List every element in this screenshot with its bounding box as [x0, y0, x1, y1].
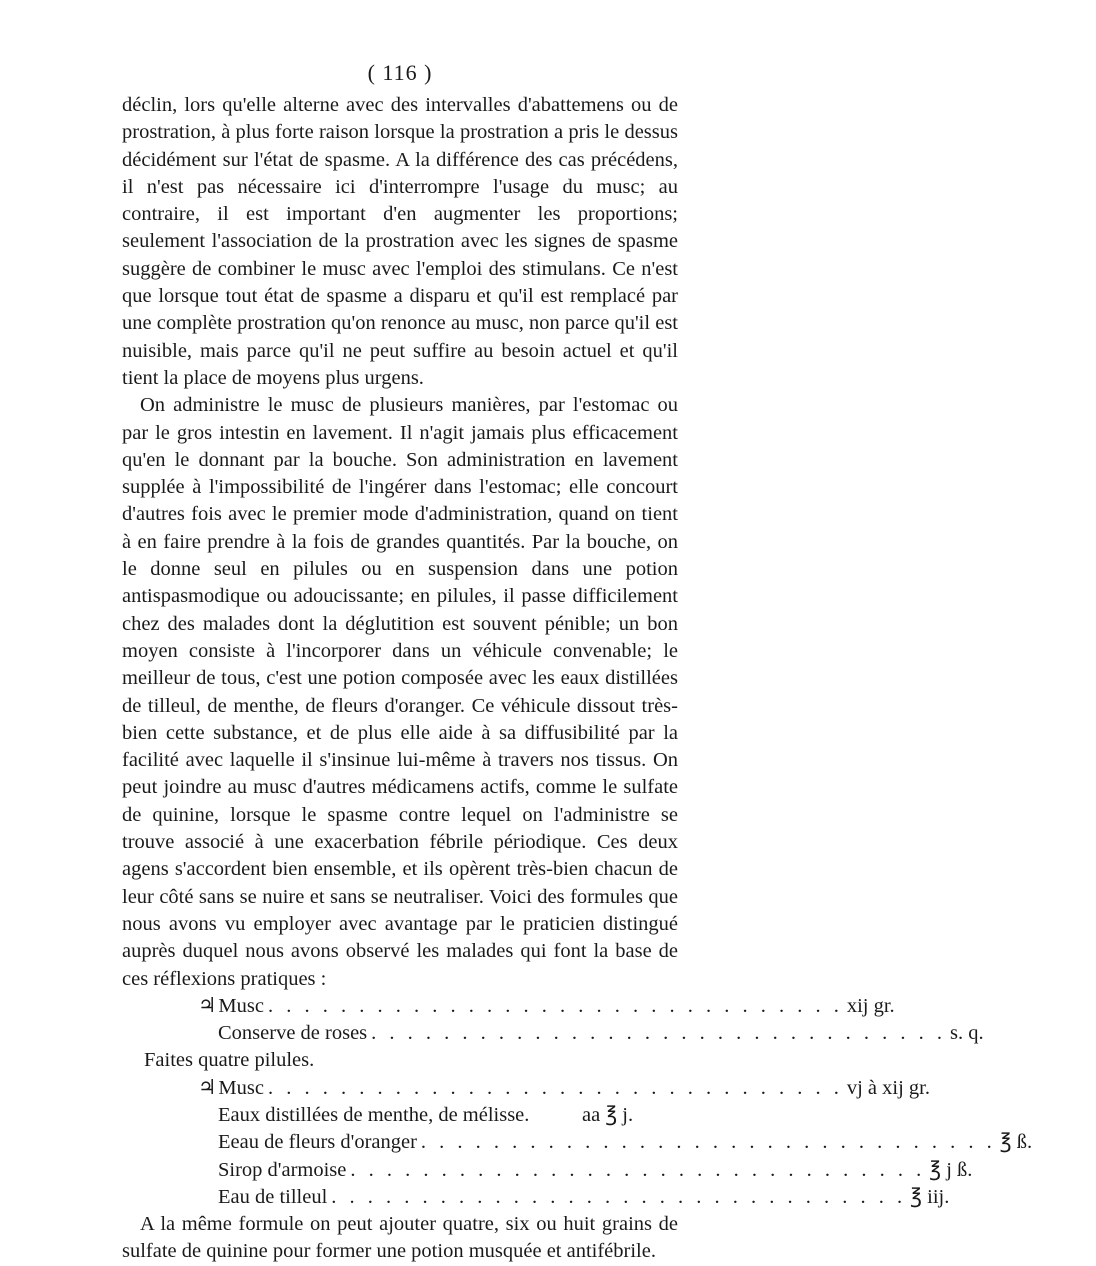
- formula-2-line-2: [122, 1102, 678, 1129]
- ingredient-dose: ℥ j ß.: [929, 1158, 973, 1181]
- dot-leader: . . . . . . . . . . . . . . . . . . . . . . . . . . . . . . . .: [371, 1022, 947, 1045]
- ingredient-dose: ℥ ß.: [999, 1131, 1033, 1154]
- ingredient-dose: ℥ iij.: [910, 1185, 950, 1208]
- formula-1-line-1: [122, 993, 895, 1020]
- ingredient-dose: s. q.: [950, 1022, 984, 1045]
- page-number: ( 116 ): [367, 60, 433, 85]
- ingredient-name: Eau de tilleul: [218, 1185, 328, 1208]
- recipe-symbol-icon: ♃: [198, 994, 217, 1017]
- body-text: [122, 92, 1033, 1266]
- formula-2: [122, 1075, 1033, 1211]
- ingredient-name: Musc: [218, 1076, 264, 1099]
- ingredient-dose: vj à xij gr.: [846, 1076, 930, 1099]
- ingredient-name: Conserve de roses: [218, 1022, 368, 1045]
- dot-leader: . . . . . . . . . . . . . . . . . . . . . . . . . . . . . . . .: [420, 1131, 996, 1154]
- closing-paragraph: A la même formule on peut ajouter quatre, six ou huit grains de sulfate de quinine pour former une potion musquée et antifébrile.: [122, 1213, 678, 1263]
- formula-2-line-1: [122, 1075, 930, 1102]
- dot-leader: . . . . . . . . . . . . . . . . . . . . . . . . . . . . . . . .: [267, 1076, 843, 1099]
- ingredient-name: Eaux distillées de menthe, de mélisse.: [218, 1103, 530, 1126]
- formula-2-line-5: [122, 1184, 950, 1211]
- recipe-symbol-icon: ♃: [198, 1076, 217, 1099]
- formula-2-line-3: [122, 1129, 1033, 1156]
- ingredient-dose: xij gr.: [846, 994, 895, 1017]
- dot-leader: . . . . . . . . . . . . . . . . . . . . . . . . . . . . . . . .: [267, 994, 843, 1017]
- paragraph-1: déclin, lors qu'elle alterne avec des intervalles d'abattemens ou de prostration, à plus forte raison lorsque la prostration a pris le dessus décidément sur l'état de spasme. A la différence des cas précédens, il n'est pas nécessaire ici d'interrompre l'usage du musc; au contraire, il est important d'en augmenter les proportions; seulement l'association de la prostration avec les signes de spasme suggère de combiner le musc avec l'emploi des stimulans. Ce n'est que lorsque tout état de spasme a disparu et qu'il est remplacé par une complète prostration qu'on renonce au musc, non parce qu'il est nuisible, mais parce qu'il ne peut suffire au besoin actuel et qu'il tient la place de moyens plus urgens.: [122, 94, 678, 389]
- formula-1-instruction: Faites quatre pilules.: [144, 1049, 315, 1072]
- ingredient-dose: aa ℥ j.: [582, 1103, 634, 1126]
- formula-1-line-2: [122, 1020, 984, 1047]
- ingredient-name: Musc: [218, 994, 264, 1017]
- paragraph-2: On administre le musc de plusieurs manières, par l'estomac ou par le gros intestin en lavement. Il n'agit jamais plus efficacement qu'en le donnant par la bouche. Son administration en lavement supplée à l'impossibilité de l'ingérer dans l'estomac; elle concourt d'autres fois avec le premier mode d'administration, quand on tient à en faire prendre à la fois de grandes quantités. Par la bouche, on le donne seul en pilules ou en suspension dans une potion antispasmodique ou adoucissante; en pilules, il passe difficilement chez des malades dont la déglutition est souvent pénible; un bon moyen consiste à l'incorporer dans un véhicule convenable; le meilleur de tous, c'est une potion composée avec les eaux distillées de tilleul, de menthe, de fleurs d'oranger. Ce véhicule dissout très-bien cette substance, et de plus elle aide à sa diffusibilité par la facilité avec laquelle il s'insinue lui-même à travers nos tissus. On peut joindre au musc d'autres médicamens actifs, comme le sulfate de quinine, lorsque le spasme contre lequel on l'administre se trouve associé à une exacerbation fébrile périodique. Ces deux agens s'accordent bien ensemble, et ils opèrent très-bien chacun de leur côté sans se nuire et sans se neutraliser. Voici des formules que nous avons vu employer avec avantage par le praticien distingué auprès duquel nous avons observé les malades qui font la base de ces réflexions pratiques :: [122, 394, 678, 990]
- dot-leader: . . . . . . . . . . . . . . . . . . . . . . . . . . . . . . . .: [350, 1158, 926, 1181]
- formula-2-line-4: [122, 1157, 973, 1184]
- dot-leader: . . . . . . . . . . . . . . . . . . . . . . . . . . . . . . . .: [331, 1185, 907, 1208]
- ingredient-name: Eeau de fleurs d'oranger: [218, 1131, 417, 1154]
- formula-1: [122, 993, 984, 1075]
- ingredient-name: Sirop d'armoise: [218, 1158, 347, 1181]
